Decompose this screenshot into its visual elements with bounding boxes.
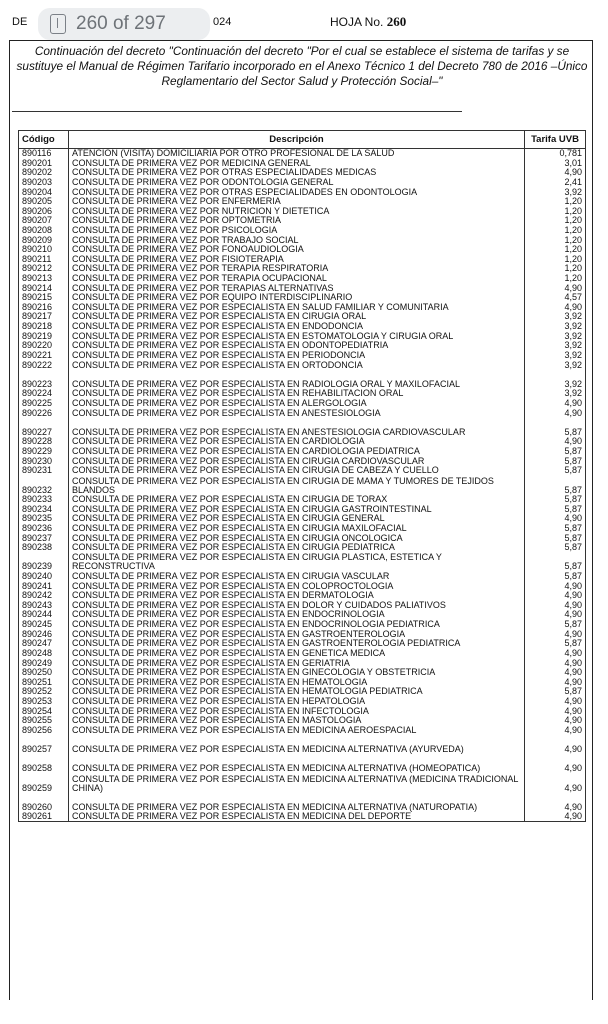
table-cell-tariff: 5,87 <box>525 418 586 437</box>
table-cell-code: 890260 <box>19 793 69 812</box>
table-cell-code: 890234 <box>19 504 69 514</box>
table-cell-description: CONSULTA DE PRIMERA VEZ POR ESPECIALISTA EN CARDIOLOGIA <box>69 437 525 447</box>
table-cell-description: CONSULTA DE PRIMERA VEZ POR ESPECIALISTA EN CIRUGIA GENERAL <box>69 514 525 524</box>
table-cell-code: 890223 <box>19 370 69 389</box>
table-row <box>19 273 586 283</box>
table-cell-tariff: 4,90 <box>525 302 586 312</box>
table-row <box>19 523 586 533</box>
table-header-row <box>19 131 586 149</box>
table-cell-description: CONSULTA DE PRIMERA VEZ POR ESPECIALISTA EN SALUD FAMILIAR Y COMUNITARIA <box>69 302 525 312</box>
table-cell-tariff: 5,87 <box>525 687 586 697</box>
table-row <box>19 571 586 581</box>
table-cell-description: CONSULTA DE PRIMERA VEZ POR FONOAUDIOLOGIA <box>69 245 525 255</box>
decree-subtitle: Continuación del decreto "Continuación del decreto "Por el cual se establece el sistema de tarifas y se sustituye el Manual de Régimen Tarifario incorporado en el Anexo Técnico 1 del Decreto 780 de 2016 –Único Reglamentario del Sector Salud y Protección Social–" <box>16 44 588 88</box>
page-counter: 260 of 297 <box>76 13 166 34</box>
table-cell-tariff: 3,92 <box>525 350 586 360</box>
sheet-number-value: 260 <box>386 14 407 29</box>
table-cell-code: 890252 <box>19 687 69 697</box>
table-row <box>19 629 586 639</box>
table-row <box>19 283 586 293</box>
table-row <box>19 514 586 524</box>
table-cell-description: CONSULTA DE PRIMERA VEZ POR ESPECIALISTA EN CIRUGIA DE CABEZA Y CUELLO <box>69 466 525 476</box>
table-cell-tariff: 3,92 <box>525 389 586 399</box>
table-cell-code: 890215 <box>19 293 69 303</box>
table-cell-code: 890206 <box>19 206 69 216</box>
table-row <box>19 321 586 331</box>
table-row <box>19 600 586 610</box>
table-row <box>19 389 586 399</box>
table-cell-code: 890256 <box>19 725 69 735</box>
table-cell-code: 890254 <box>19 706 69 716</box>
table-cell-code: 890212 <box>19 264 69 274</box>
table-cell-code: 890224 <box>19 389 69 399</box>
table-cell-description: CONSULTA DE PRIMERA VEZ POR ESPECIALISTA EN INFECTOLOGIA <box>69 706 525 716</box>
table-cell-code: 890253 <box>19 696 69 706</box>
table-cell-tariff: 5,87 <box>525 639 586 649</box>
table-row <box>19 687 586 697</box>
table-row <box>19 456 586 466</box>
table-row <box>19 725 586 735</box>
table-cell-description: CONSULTA DE PRIMERA VEZ POR ESPECIALISTA EN GERIATRIA <box>69 658 525 668</box>
column-header-tariff: Tarifa UVB <box>525 131 586 149</box>
table-row <box>19 696 586 706</box>
table-row <box>19 149 586 159</box>
table-cell-description: CONSULTA DE PRIMERA VEZ POR TERAPIA OCUPACIONAL <box>69 273 525 283</box>
table-cell-tariff: 3,92 <box>525 187 586 197</box>
table-cell-tariff: 4,90 <box>525 600 586 610</box>
table-row <box>19 658 586 668</box>
table-cell-tariff: 1,20 <box>525 273 586 283</box>
table-row <box>19 466 586 476</box>
table-row <box>19 437 586 447</box>
table-cell-tariff: 5,87 <box>525 571 586 581</box>
table-cell-tariff: 4,90 <box>525 735 586 754</box>
table-cell-description: CONSULTA DE PRIMERA VEZ POR ESPECIALISTA EN REHABILITACION ORAL <box>69 389 525 399</box>
table-cell-description: CONSULTA DE PRIMERA VEZ POR ESPECIALISTA EN CIRUGIA PEDIATRICA <box>69 543 525 553</box>
table-cell-description: CONSULTA DE PRIMERA VEZ POR TERAPIAS ALTERNATIVAS <box>69 283 525 293</box>
table-cell-code: 890116 <box>19 149 69 159</box>
table-cell-code: 890217 <box>19 312 69 322</box>
table-row <box>19 773 586 792</box>
table-row <box>19 197 586 207</box>
table-cell-description: CONSULTA DE PRIMERA VEZ POR ENFERMERIA <box>69 197 525 207</box>
table-cell-description: CONSULTA DE PRIMERA VEZ POR ESPECIALISTA EN MEDICINA ALTERNATIVA (HOMEOPATICA) <box>69 754 525 773</box>
table-row <box>19 331 586 341</box>
table-cell-code: 890228 <box>19 437 69 447</box>
table-cell-description: CONSULTA DE PRIMERA VEZ POR OTRAS ESPECIALIDADES EN ODONTOLOGIA <box>69 187 525 197</box>
table-cell-description: CONSULTA DE PRIMERA VEZ POR OTRAS ESPECIALIDADES MEDICAS <box>69 168 525 178</box>
table-cell-description: CONSULTA DE PRIMERA VEZ POR ESPECIALISTA EN MASTOLOGIA <box>69 716 525 726</box>
table-cell-tariff: 4,90 <box>525 514 586 524</box>
table-cell-code: 890229 <box>19 446 69 456</box>
table-cell-code: 890247 <box>19 639 69 649</box>
table-row <box>19 216 586 226</box>
table-cell-code: 890201 <box>19 158 69 168</box>
table-cell-tariff: 3,92 <box>525 370 586 389</box>
table-cell-code: 890230 <box>19 456 69 466</box>
table-cell-tariff: 4,90 <box>525 648 586 658</box>
table-cell-tariff: 5,87 <box>525 504 586 514</box>
table-cell-tariff: 3,92 <box>525 312 586 322</box>
sheet-number <box>330 14 406 30</box>
table-cell-code: 890239 <box>19 552 69 571</box>
table-cell-description: CONSULTA DE PRIMERA VEZ POR ESPECIALISTA EN MEDICINA ALTERNATIVA (NATUROPATIA) <box>69 793 525 812</box>
table-cell-code: 890211 <box>19 254 69 264</box>
column-header-code: Código <box>19 131 69 149</box>
table-cell-description: CONSULTA DE PRIMERA VEZ POR TRABAJO SOCIAL <box>69 235 525 245</box>
table-cell-description: CONSULTA DE PRIMERA VEZ POR ESPECIALISTA EN ENDODONCIA <box>69 321 525 331</box>
table-cell-code: 890204 <box>19 187 69 197</box>
table-cell-tariff: 4,90 <box>525 408 586 418</box>
table-cell-tariff: 1,20 <box>525 254 586 264</box>
divider <box>12 111 462 112</box>
table-row <box>19 312 586 322</box>
table-cell-code: 890255 <box>19 716 69 726</box>
table-cell-description: CONSULTA DE PRIMERA VEZ POR ESPECIALISTA EN CIRUGIA ONCOLOGICA <box>69 533 525 543</box>
table-cell-tariff: 5,87 <box>525 543 586 553</box>
table-cell-code: 890210 <box>19 245 69 255</box>
table-cell-description: CONSULTA DE PRIMERA VEZ POR ESPECIALISTA EN CARDIOLOGIA PEDIATRICA <box>69 446 525 456</box>
table-row <box>19 591 586 601</box>
table-cell-code: 890244 <box>19 610 69 620</box>
table-cell-code: 890227 <box>19 418 69 437</box>
table-cell-code: 890214 <box>19 283 69 293</box>
table-cell-code: 890205 <box>19 197 69 207</box>
table-cell-tariff: 3,92 <box>525 331 586 341</box>
table-cell-description: ATENCION (VISITA) DOMICILIARIA POR OTRO PROFESIONAL DE LA SALUD <box>69 149 525 159</box>
table-row <box>19 293 586 303</box>
table-row <box>19 350 586 360</box>
table-row <box>19 581 586 591</box>
table-cell-tariff: 4,90 <box>525 581 586 591</box>
table-cell-tariff: 4,90 <box>525 610 586 620</box>
table-cell-description: CONSULTA DE PRIMERA VEZ POR ESPECIALISTA EN GENETICA MEDICA <box>69 648 525 658</box>
table-cell-code: 890251 <box>19 677 69 687</box>
table-row <box>19 408 586 418</box>
table-cell-tariff: 4,90 <box>525 677 586 687</box>
table-row <box>19 235 586 245</box>
table-cell-code: 890261 <box>19 812 69 822</box>
table-cell-code: 890258 <box>19 754 69 773</box>
table-cell-description: CONSULTA DE PRIMERA VEZ POR PSICOLOGIA <box>69 225 525 235</box>
table-cell-description: CONSULTA DE PRIMERA VEZ POR ESPECIALISTA EN CIRUGIA VASCULAR <box>69 571 525 581</box>
header-year-fragment: 024 <box>213 16 232 28</box>
table-cell-description: CONSULTA DE PRIMERA VEZ POR EQUIPO INTERDISCIPLINARIO <box>69 293 525 303</box>
table-cell-code: 890219 <box>19 331 69 341</box>
table-cell-code: 890249 <box>19 658 69 668</box>
table-cell-description: CONSULTA DE PRIMERA VEZ POR ESPECIALISTA EN CIRUGIA CARDIOVASCULAR <box>69 456 525 466</box>
table-cell-tariff: 0,781 <box>525 149 586 159</box>
table-cell-tariff: 5,87 <box>525 466 586 476</box>
table-cell-code: 890245 <box>19 619 69 629</box>
table-cell-description: CONSULTA DE PRIMERA VEZ POR ESPECIALISTA EN DERMATOLOGIA <box>69 591 525 601</box>
table-cell-description: CONSULTA DE PRIMERA VEZ POR ESPECIALISTA EN ALERGOLOGIA <box>69 398 525 408</box>
table-cell-tariff: 3,92 <box>525 321 586 331</box>
table-row <box>19 446 586 456</box>
table-cell-tariff: 4,90 <box>525 716 586 726</box>
table-cell-tariff: 5,87 <box>525 533 586 543</box>
table-cell-tariff: 4,90 <box>525 437 586 447</box>
table-cell-code: 890257 <box>19 735 69 754</box>
table-cell-description: CONSULTA DE PRIMERA VEZ POR ESPECIALISTA EN ANESTESIOLOGIA <box>69 408 525 418</box>
table-cell-tariff: 5,87 <box>525 446 586 456</box>
table-cell-code: 890208 <box>19 225 69 235</box>
table-cell-tariff: 4,90 <box>525 168 586 178</box>
table-cell-description: CONSULTA DE PRIMERA VEZ POR ESPECIALISTA EN MEDICINA DEL DEPORTE <box>69 812 525 822</box>
table-row <box>19 177 586 187</box>
table-cell-description: CONSULTA DE PRIMERA VEZ POR ESPECIALISTA EN HEMATOLOGIA PEDIATRICA <box>69 687 525 697</box>
table-cell-code: 890248 <box>19 648 69 658</box>
table-cell-description: CONSULTA DE PRIMERA VEZ POR ESPECIALISTA EN CIRUGIA GASTROINTESTINAL <box>69 504 525 514</box>
page-indicator[interactable] <box>38 8 210 40</box>
table-cell-description: CONSULTA DE PRIMERA VEZ POR NUTRICION Y DIETETICA <box>69 206 525 216</box>
document-icon <box>50 14 66 34</box>
table-cell-description: CONSULTA DE PRIMERA VEZ POR ESPECIALISTA EN CIRUGIA ORAL <box>69 312 525 322</box>
table-cell-tariff: 4,90 <box>525 793 586 812</box>
table-cell-tariff: 4,90 <box>525 773 586 792</box>
sheet-label: HOJA No. <box>330 15 384 29</box>
table-cell-tariff: 4,90 <box>525 629 586 639</box>
table-row <box>19 418 586 437</box>
table-row <box>19 302 586 312</box>
table-row <box>19 793 586 812</box>
table-row <box>19 619 586 629</box>
table-cell-description: CONSULTA DE PRIMERA VEZ POR ESPECIALISTA EN ENDOCRINOLOGIA <box>69 610 525 620</box>
table-row <box>19 533 586 543</box>
table-cell-tariff: 5,87 <box>525 456 586 466</box>
table-row <box>19 812 586 822</box>
table-row <box>19 225 586 235</box>
table-cell-tariff: 1,20 <box>525 216 586 226</box>
table-cell-code: 890209 <box>19 235 69 245</box>
table-cell-tariff: 4,90 <box>525 591 586 601</box>
table-row <box>19 168 586 178</box>
table-cell-description: CONSULTA DE PRIMERA VEZ POR ESPECIALISTA EN COLOPROCTOLOGIA <box>69 581 525 591</box>
table-cell-tariff: 3,92 <box>525 360 586 370</box>
table-cell-tariff: 4,90 <box>525 706 586 716</box>
table-cell-description: CONSULTA DE PRIMERA VEZ POR ESPECIALISTA EN ORTODONCIA <box>69 360 525 370</box>
table-cell-code: 890216 <box>19 302 69 312</box>
table-cell-code: 890225 <box>19 398 69 408</box>
table-cell-description: CONSULTA DE PRIMERA VEZ POR ESPECIALISTA EN PERIODONCIA <box>69 350 525 360</box>
table-cell-description: CONSULTA DE PRIMERA VEZ POR ESPECIALISTA EN ODONTOPEDIATRIA <box>69 341 525 351</box>
table-cell-tariff: 4,90 <box>525 658 586 668</box>
table-cell-tariff: 3,92 <box>525 341 586 351</box>
table-cell-tariff: 4,90 <box>525 725 586 735</box>
table-cell-tariff: 2,41 <box>525 177 586 187</box>
table-cell-code: 890237 <box>19 533 69 543</box>
table-row <box>19 370 586 389</box>
table-cell-description: CONSULTA DE PRIMERA VEZ POR ESPECIALISTA EN ESTOMATOLOGIA Y CIRUGIA ORAL <box>69 331 525 341</box>
table-cell-code: 890240 <box>19 571 69 581</box>
table-cell-code: 890226 <box>19 408 69 418</box>
table-cell-description: CONSULTA DE PRIMERA VEZ POR OPTOMETRIA <box>69 216 525 226</box>
table-row <box>19 254 586 264</box>
table-cell-code: 890218 <box>19 321 69 331</box>
table-cell-code: 890221 <box>19 350 69 360</box>
table-cell-code: 890231 <box>19 466 69 476</box>
table-cell-description: CONSULTA DE PRIMERA VEZ POR ODONTOLOGIA GENERAL <box>69 177 525 187</box>
table-row <box>19 264 586 274</box>
table-cell-description: CONSULTA DE PRIMERA VEZ POR ESPECIALISTA EN GINECOLOGIA Y OBSTETRICIA <box>69 668 525 678</box>
table-row <box>19 504 586 514</box>
table-cell-code: 890207 <box>19 216 69 226</box>
table-cell-code: 890241 <box>19 581 69 591</box>
table-cell-tariff: 4,57 <box>525 293 586 303</box>
table-cell-tariff: 4,90 <box>525 754 586 773</box>
table-row <box>19 187 586 197</box>
table-cell-tariff: 5,87 <box>525 619 586 629</box>
table-cell-description: CONSULTA DE PRIMERA VEZ POR ESPECIALISTA EN MEDICINA ALTERNATIVA (MEDICINA TRADICIONAL CHINA) <box>69 773 525 792</box>
table-row <box>19 639 586 649</box>
table-row <box>19 360 586 370</box>
table-cell-description: CONSULTA DE PRIMERA VEZ POR ESPECIALISTA EN DOLOR Y CUIDADOS PALIATIVOS <box>69 600 525 610</box>
table-cell-tariff: 5,87 <box>525 475 586 494</box>
table-cell-code: 890213 <box>19 273 69 283</box>
table-cell-code: 890259 <box>19 773 69 792</box>
table-cell-tariff: 5,87 <box>525 495 586 505</box>
table-cell-description: CONSULTA DE PRIMERA VEZ POR ESPECIALISTA EN HEMATOLOGIA <box>69 677 525 687</box>
table-cell-tariff: 4,90 <box>525 668 586 678</box>
table-row <box>19 543 586 553</box>
table-cell-tariff: 1,20 <box>525 197 586 207</box>
table-cell-description: CONSULTA DE PRIMERA VEZ POR ESPECIALISTA EN GASTROENTEROLOGIA <box>69 629 525 639</box>
tariff-table <box>18 130 586 822</box>
table-cell-description: CONSULTA DE PRIMERA VEZ POR FISIOTERAPIA <box>69 254 525 264</box>
table-row <box>19 552 586 571</box>
table-row <box>19 668 586 678</box>
table-row <box>19 610 586 620</box>
table-cell-description: CONSULTA DE PRIMERA VEZ POR ESPECIALISTA EN CIRUGIA DE MAMA Y TUMORES DE TEJIDOS BLANDOS <box>69 475 525 494</box>
table-cell-tariff: 4,90 <box>525 398 586 408</box>
table-cell-code: 890242 <box>19 591 69 601</box>
table-body <box>19 149 586 822</box>
table-row <box>19 677 586 687</box>
table-row <box>19 206 586 216</box>
table-cell-description: CONSULTA DE PRIMERA VEZ POR TERAPIA RESPIRATORIA <box>69 264 525 274</box>
table-row <box>19 716 586 726</box>
table-cell-description: CONSULTA DE PRIMERA VEZ POR ESPECIALISTA EN CIRUGIA MAXILOFACIAL <box>69 523 525 533</box>
table-cell-description: CONSULTA DE PRIMERA VEZ POR ESPECIALISTA EN ENDOCRINOLOGIA PEDIATRICA <box>69 619 525 629</box>
table-row <box>19 735 586 754</box>
table-cell-tariff: 1,20 <box>525 235 586 245</box>
table-row <box>19 475 586 494</box>
table-cell-code: 890246 <box>19 629 69 639</box>
table-row <box>19 706 586 716</box>
table-row <box>19 158 586 168</box>
table-cell-tariff: 1,20 <box>525 225 586 235</box>
table-cell-tariff: 5,87 <box>525 523 586 533</box>
table-cell-tariff: 5,87 <box>525 552 586 571</box>
table-cell-tariff: 1,20 <box>525 206 586 216</box>
table-row <box>19 648 586 658</box>
table-cell-description: CONSULTA DE PRIMERA VEZ POR ESPECIALISTA EN RADIOLOGIA ORAL Y MAXILOFACIAL <box>69 370 525 389</box>
column-header-description: Descripción <box>69 131 525 149</box>
table-cell-description: CONSULTA DE PRIMERA VEZ POR ESPECIALISTA EN ANESTESIOLOGIA CARDIOVASCULAR <box>69 418 525 437</box>
table-cell-code: 890235 <box>19 514 69 524</box>
table-cell-description: CONSULTA DE PRIMERA VEZ POR MEDICINA GENERAL <box>69 158 525 168</box>
table-cell-code: 890203 <box>19 177 69 187</box>
table-cell-tariff: 1,20 <box>525 264 586 274</box>
table-cell-code: 890243 <box>19 600 69 610</box>
table-cell-code: 890232 <box>19 475 69 494</box>
table-cell-code: 890233 <box>19 495 69 505</box>
table-cell-tariff: 3,01 <box>525 158 586 168</box>
header-left-text: DE <box>12 16 28 28</box>
table-cell-description: CONSULTA DE PRIMERA VEZ POR ESPECIALISTA EN HEPATOLOGIA <box>69 696 525 706</box>
table-cell-code: 890202 <box>19 168 69 178</box>
table-cell-description: CONSULTA DE PRIMERA VEZ POR ESPECIALISTA EN CIRUGIA DE TORAX <box>69 495 525 505</box>
table-row <box>19 245 586 255</box>
table-cell-description: CONSULTA DE PRIMERA VEZ POR ESPECIALISTA EN CIRUGIA PLASTICA, ESTETICA Y RECONSTRUCTIVA <box>69 552 525 571</box>
table-cell-tariff: 4,90 <box>525 696 586 706</box>
table-cell-code: 890236 <box>19 523 69 533</box>
table-cell-tariff: 1,20 <box>525 245 586 255</box>
table-cell-tariff: 4,90 <box>525 812 586 822</box>
table-cell-code: 890222 <box>19 360 69 370</box>
table-cell-description: CONSULTA DE PRIMERA VEZ POR ESPECIALISTA EN MEDICINA ALTERNATIVA (AYURVEDA) <box>69 735 525 754</box>
table-cell-description: CONSULTA DE PRIMERA VEZ POR ESPECIALISTA EN MEDICINA AEROESPACIAL <box>69 725 525 735</box>
table-cell-code: 890220 <box>19 341 69 351</box>
table-row <box>19 754 586 773</box>
table-row <box>19 398 586 408</box>
table-cell-description: CONSULTA DE PRIMERA VEZ POR ESPECIALISTA EN GASTROENTEROLOGIA PEDIATRICA <box>69 639 525 649</box>
table-row <box>19 341 586 351</box>
table-cell-code: 890250 <box>19 668 69 678</box>
table-cell-code: 890238 <box>19 543 69 553</box>
table-row <box>19 495 586 505</box>
table-cell-tariff: 4,90 <box>525 283 586 293</box>
